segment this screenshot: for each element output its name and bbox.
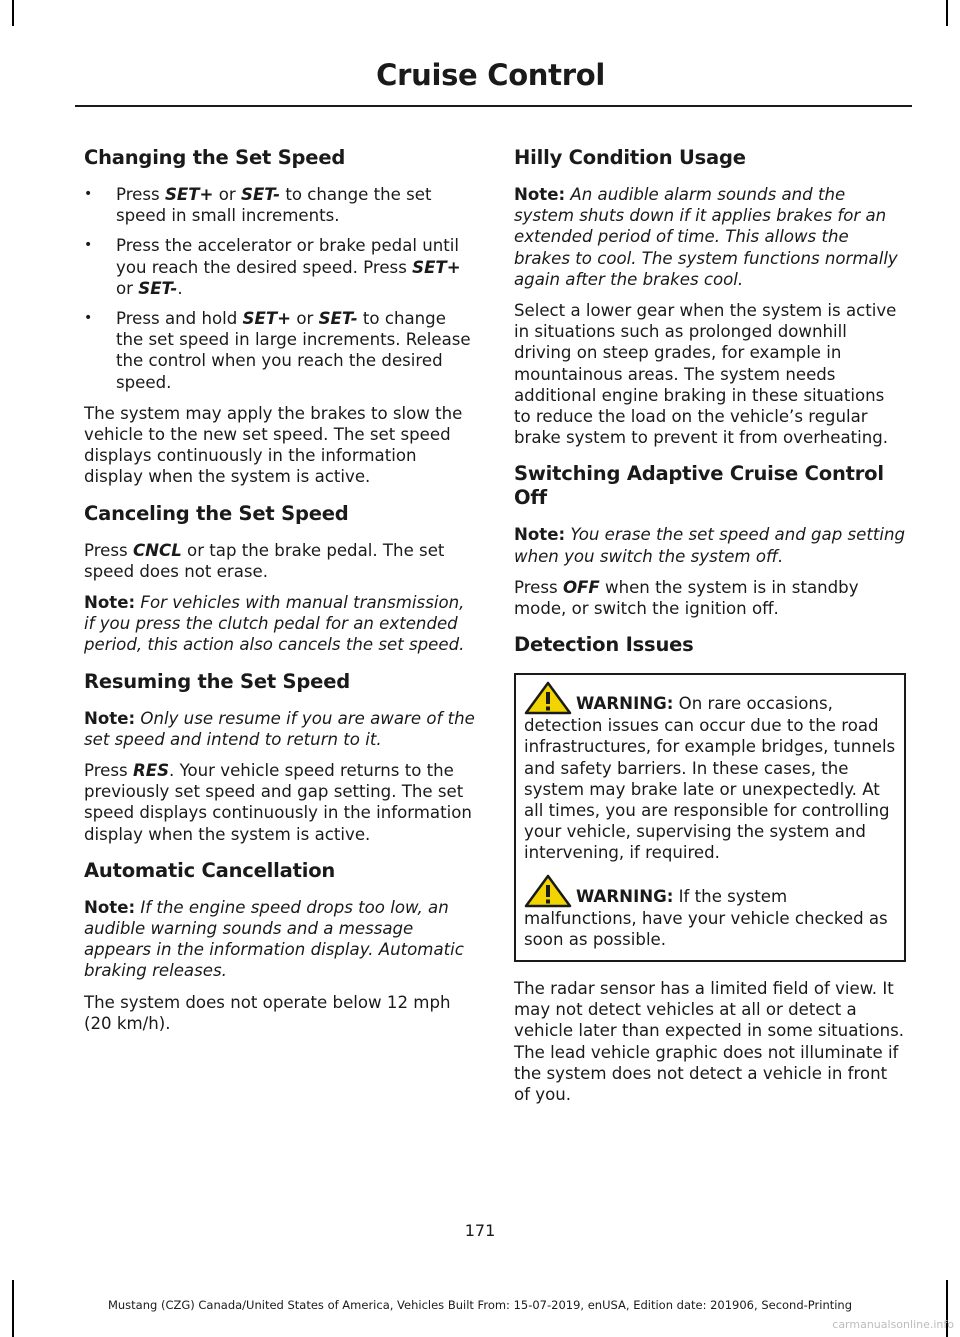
section-heading-canceling-set-speed: Canceling the Set Speed xyxy=(84,501,349,525)
header-divider xyxy=(75,105,912,107)
crop-mark-top-left xyxy=(12,0,14,26)
section-heading-automatic-cancellation: Automatic Cancellation xyxy=(84,858,336,882)
paragraph: Press OFF when the system is in standby mode, or switch the ignition off. xyxy=(514,577,859,619)
paragraph: The system does not operate below 12 mph (20 km/h). xyxy=(84,992,451,1033)
warning-box xyxy=(514,673,906,962)
note-label: Note: xyxy=(514,185,566,204)
list-item: • Press SET+ or SET- to change the set speed in small increments. xyxy=(84,184,476,226)
watermark: carmanualsonline.info xyxy=(832,1318,954,1331)
control-name: RES xyxy=(132,761,170,781)
paragraph: Press RES. Your vehicle speed returns to the previously set speed and gap setting. The set speed displays continuously in the information display when the system is active. xyxy=(84,761,472,844)
section-heading-changing-set-speed: Changing the Set Speed xyxy=(84,146,346,169)
control-name: OFF xyxy=(562,577,600,597)
control-name: SET+ xyxy=(164,185,214,204)
note-label: Note: xyxy=(84,708,136,728)
control-name: SET- xyxy=(138,278,178,298)
footer-edition-info: Mustang (CZG) Canada/United States of America, Vehicles Built From: 15-07-2019, enUSA, Edition date: 201906, Second-Printing xyxy=(107,1298,853,1312)
crop-mark-top-right xyxy=(946,0,948,26)
control-name: SET- xyxy=(241,185,281,204)
note-label: Note: xyxy=(84,897,136,917)
note-label: Note: xyxy=(84,593,136,613)
left-column xyxy=(84,146,476,1044)
control-name: SET+ xyxy=(412,257,461,277)
paragraph: The radar sensor has a limited field of view. It may not detect vehicles at all or detect a vehicle later than expected in some situations. The lead vehicle graphic does not illuminate if the system does not detect a vehicle in front of you. xyxy=(514,979,905,1105)
section-heading-detection-issues: Detection Issues xyxy=(514,633,694,657)
control-name: SET- xyxy=(318,309,358,329)
note-label: Note: xyxy=(514,525,566,545)
paragraph: Select a lower gear when the system is active in situations such as prolonged downhill driving on steep grades, for example in mountainous areas. The system needs additional engine braking in these situations to reduce the load on the vehicle’s regular brake system to prevent it from overheating. xyxy=(514,301,897,448)
note: Note: If the engine speed drops too low, an audible warning sounds and a message appears in the information display. Automatic braking releases. xyxy=(84,897,464,981)
paragraph: Press CNCL or tap the brake pedal. The set speed does not erase. xyxy=(84,540,445,581)
bullet-list xyxy=(84,184,476,393)
right-column xyxy=(514,146,906,1115)
warning-label: WARNING: xyxy=(576,886,674,906)
note: Note: Only use resume if you are aware of the set speed and intend to return to it. xyxy=(84,708,475,749)
warning: WARNING: If the system malfunctions, have your vehicle checked as soon as possible. xyxy=(524,874,896,950)
warning-triangle-icon xyxy=(524,874,572,908)
warning-triangle-icon xyxy=(524,681,572,715)
section-heading-switching-acc-off: Switching Adaptive Cruise Control Off xyxy=(514,462,884,510)
list-item: • Press and hold SET+ or SET- to change the set speed in large increments. Release the control when you reach the desired speed. xyxy=(84,308,476,393)
page-number: 171 xyxy=(464,1221,496,1240)
list-item: • Press the accelerator or brake pedal until you reach the desired speed. Press SET+ or SET-. xyxy=(84,235,476,299)
page-title: Cruise Control xyxy=(376,58,605,92)
control-name: CNCL xyxy=(132,540,182,560)
note: Note: You erase the set speed and gap setting when you switch the system off. xyxy=(514,525,906,566)
section-heading-hilly-condition-usage: Hilly Condition Usage xyxy=(514,146,746,169)
note: Note: An audible alarm sounds and the system shuts down if it applies brakes for an extended period of time. This allows the brakes to cool. The system functions normally again after the brakes cool. xyxy=(514,185,898,289)
control-name: SET+ xyxy=(242,309,292,329)
warning: WARNING: On rare occasions, detection issues can occur due to the road infrastructures, for example bridges, tunnels and safety barriers. In these cases, the system may brake late or unexpectedly. At all times, you are responsible for controlling your vehicle, supervising the system and intervening, if required. xyxy=(524,681,896,863)
warning-label: WARNING: xyxy=(576,694,674,714)
section-heading-resuming-set-speed: Resuming the Set Speed xyxy=(84,669,350,693)
paragraph: The system may apply the brakes to slow the vehicle to the new set speed. The set speed displays continuously in the information display when the system is active. xyxy=(84,403,463,487)
note: Note: For vehicles with manual transmission, if you press the clutch pedal for an extended period, this action also cancels the set speed. xyxy=(84,593,465,655)
